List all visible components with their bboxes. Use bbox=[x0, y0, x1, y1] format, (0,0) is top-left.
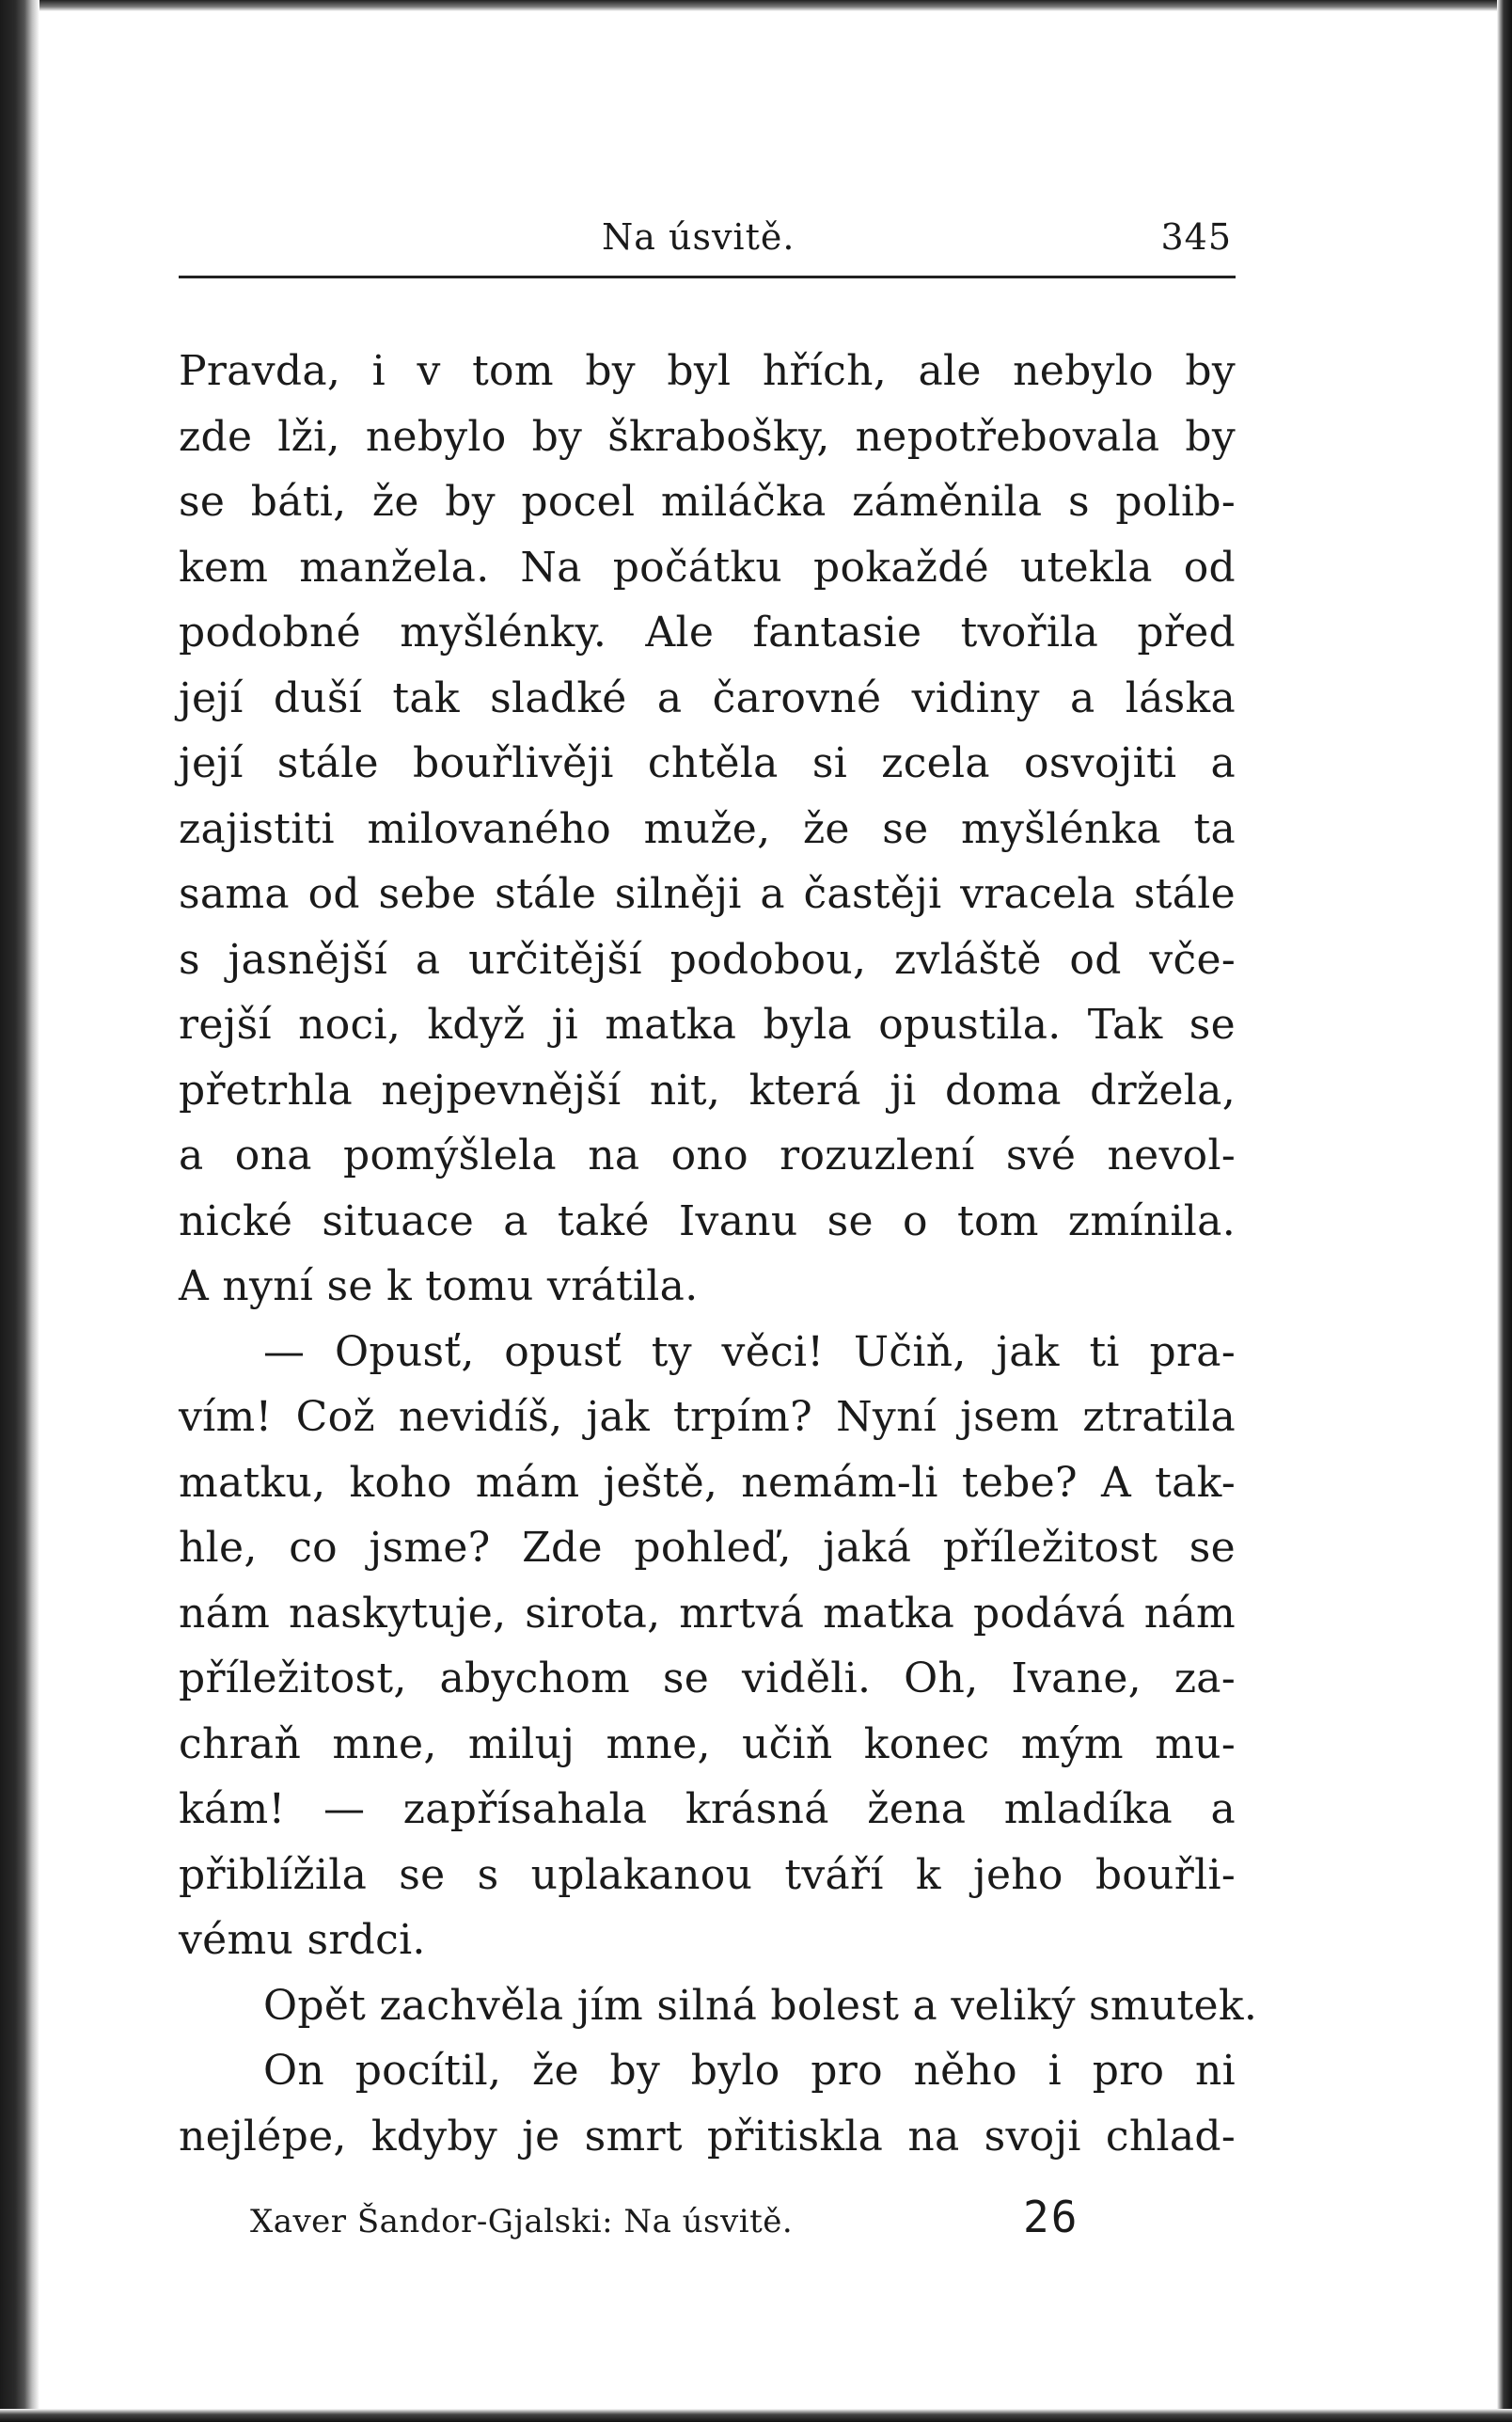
text-line: přiblížila se s uplakanou tváří k jeho bouřli- bbox=[179, 1850, 1236, 1899]
text-line: On pocítil, že by bylo pro něho i pro ni bbox=[263, 2047, 1236, 2095]
scan-edge-right bbox=[1497, 0, 1512, 2422]
book-page bbox=[179, 0, 1258, 2422]
text-line: s jasnější a určitější podobou, zvláště od vče- bbox=[179, 935, 1236, 984]
text-line: příležitost, abychom se viděli. Oh, Ivane, za- bbox=[179, 1654, 1236, 1702]
scan-edge-left bbox=[0, 0, 39, 2422]
page-header bbox=[179, 213, 1232, 265]
text-line: nám naskytuje, sirota, mrtvá matka podává nám bbox=[179, 1589, 1236, 1638]
text-line: Pravda, i v tom by byl hřích, ale nebylo by bbox=[179, 347, 1236, 395]
header-rule bbox=[179, 276, 1236, 278]
text-line: A nyní se k tomu vrátila. bbox=[179, 1262, 699, 1310]
text-line: kem manžela. Na počátku pokaždé utekla od bbox=[179, 543, 1236, 592]
text-line: podobné myšlénky. Ale fantasie tvořila před bbox=[179, 609, 1236, 657]
footer-author-title: Xaver Šandor-Gjalski: Na úsvitě. bbox=[250, 2203, 794, 2240]
text-line: zde lži, nebylo by škrabošky, nepotřebovala by bbox=[179, 412, 1236, 461]
text-line: zajistiti milovaného muže, že se myšlénka ta bbox=[179, 804, 1236, 853]
text-line: přetrhla nejpevnější nit, která ji doma držela, bbox=[179, 1066, 1236, 1115]
text-line: sama od sebe stále silněji a častěji vracela stále bbox=[179, 870, 1236, 918]
text-line: její stále bouřlivěji chtěla si zcela osvojiti a bbox=[179, 739, 1236, 787]
text-line: nické situace a také Ivanu se o tom zmínila. bbox=[179, 1196, 1236, 1245]
page-footer bbox=[250, 2192, 1236, 2248]
text-line: — Opusť, opusť ty věci! Učiň, jak ti pra- bbox=[263, 1327, 1236, 1376]
body-text bbox=[179, 339, 1258, 2169]
text-line: kám! — zapřísahala krásná žena mladíka a bbox=[179, 1785, 1236, 1833]
text-line: se báti, že by pocel miláčka záměnila s polib- bbox=[179, 478, 1236, 526]
printer-signature-mark: 26 bbox=[1023, 2192, 1079, 2242]
text-line: její duší tak sladké a čarovné vidiny a láska bbox=[179, 673, 1236, 722]
text-line: hle, co jsme? Zde pohleď, jaká příležitost se bbox=[179, 1524, 1236, 1572]
text-line: Opět zachvěla jím silná bolest a veliký smutek. bbox=[263, 1981, 1258, 2030]
text-line: a ona pomýšlela na ono rozuzlení své nevol- bbox=[179, 1132, 1236, 1179]
text-line: nejlépe, kdyby je smrt přitiskla na svoji chlad- bbox=[179, 2112, 1236, 2161]
running-title: Na úsvitě. bbox=[602, 216, 795, 258]
text-line: matku, koho mám ještě, nemám-li tebe? A tak- bbox=[179, 1458, 1236, 1507]
text-line: vím! Což nevidíš, jak trpím? Nyní jsem ztratila bbox=[179, 1393, 1236, 1441]
text-line: vému srdci. bbox=[179, 1916, 426, 1964]
text-line: rejší noci, když ji matka byla opustila. Tak se bbox=[179, 1001, 1236, 1049]
page-number: 345 bbox=[1160, 216, 1232, 258]
text-line: chraň mne, miluj mne, učiň konec mým mu- bbox=[179, 1719, 1236, 1768]
